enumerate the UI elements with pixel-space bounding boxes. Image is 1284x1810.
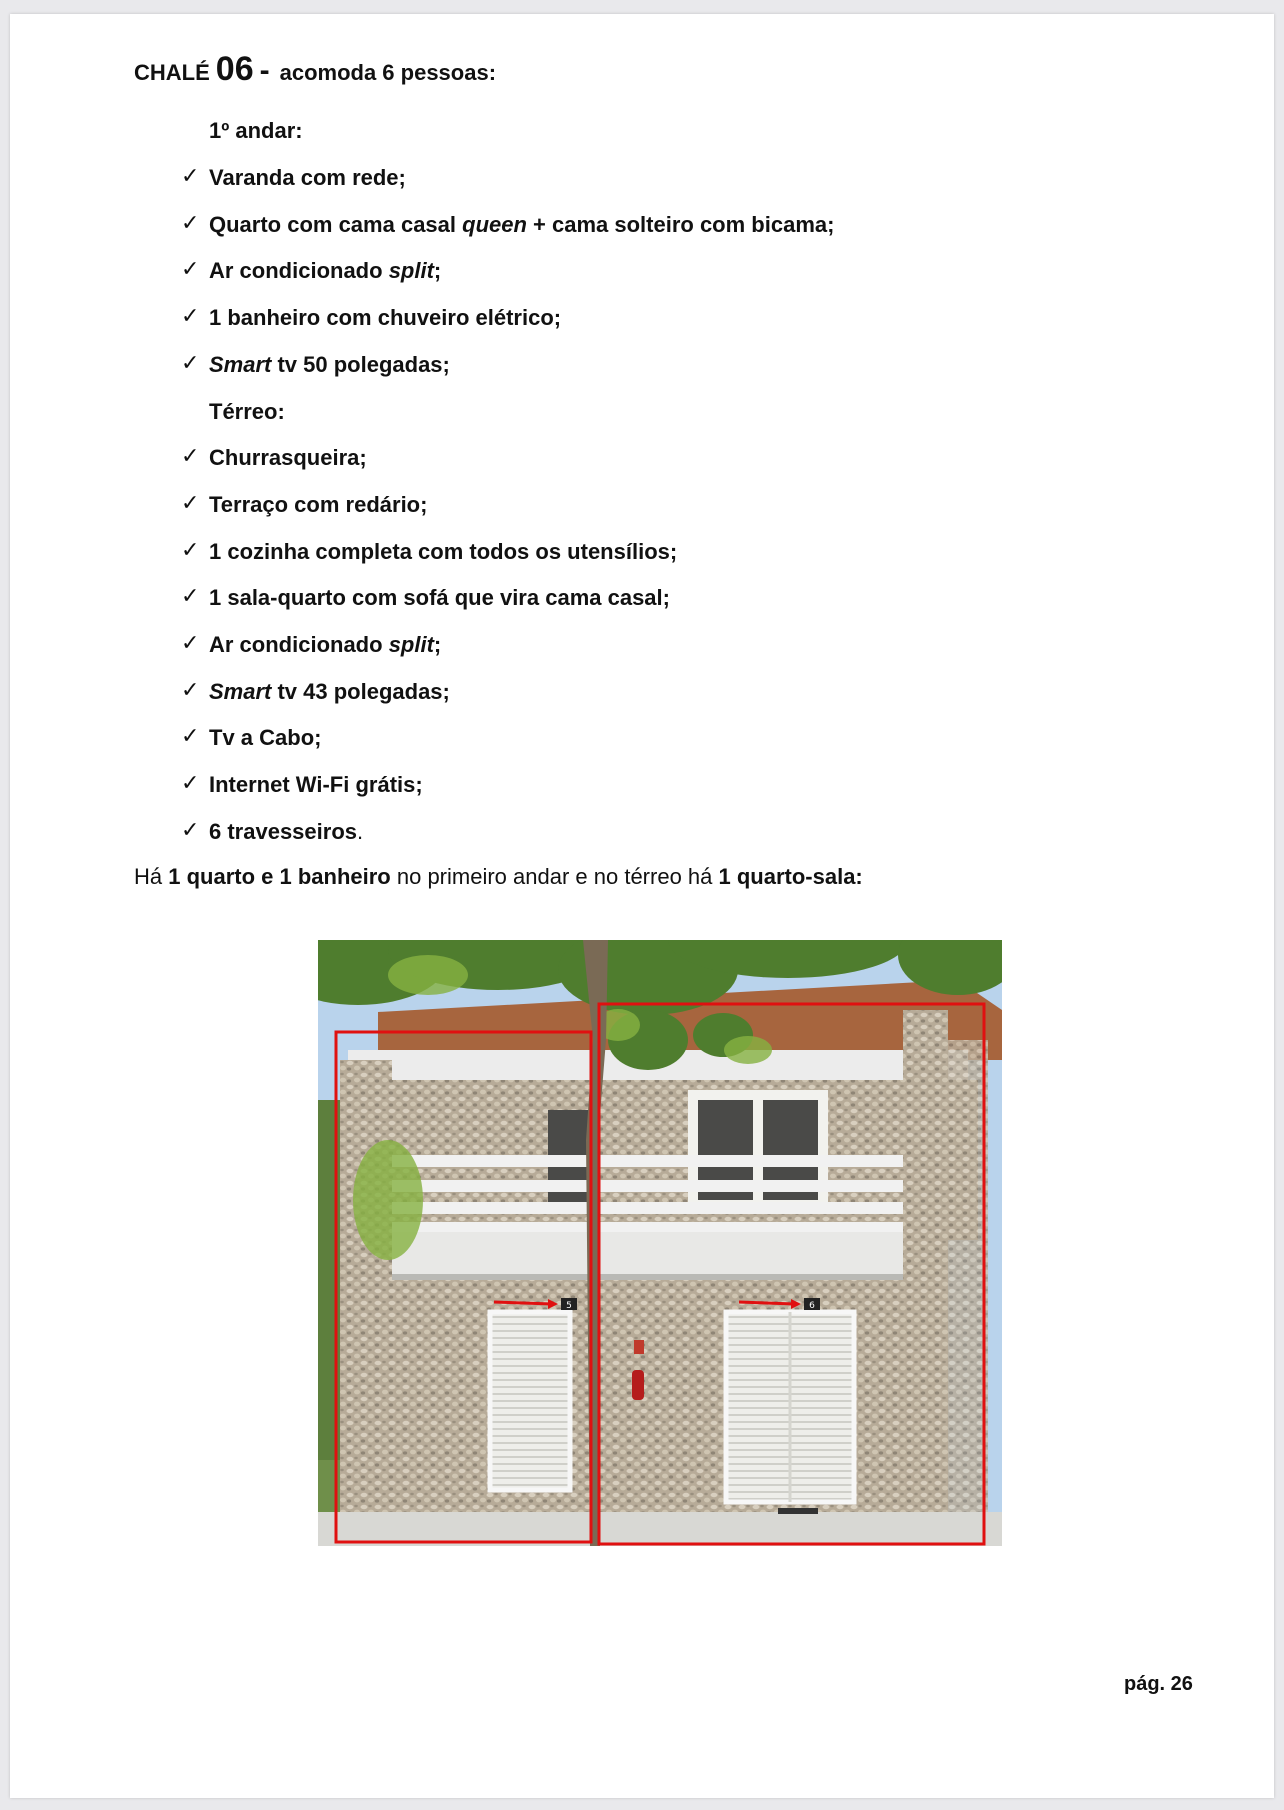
check-icon: ✓: [181, 257, 200, 282]
check-icon: ✓: [181, 771, 200, 796]
list-item: ✓ 1 sala-quarto com sofá que vira cama casal;: [181, 584, 670, 610]
list-item: ✓ Ar condicionado split ;: [181, 631, 442, 657]
door-number-6: 6: [809, 1301, 815, 1311]
list-item: ✓ Smart tv 50 polegadas;: [181, 351, 450, 377]
check-icon: ✓: [181, 538, 200, 563]
title-prefix: CHALÉ: [134, 60, 210, 85]
list-item: ✓ 6 travesseiros .: [181, 818, 364, 844]
check-icon: ✓: [181, 351, 200, 376]
list-item: ✓ Quarto com cama casal queen + cama solteiro com bicama;: [181, 211, 835, 237]
check-icon: ✓: [181, 444, 200, 469]
list-item: ✓ Churrasqueira;: [181, 444, 367, 470]
list-item: ✓ Smart tv 43 polegadas;: [181, 678, 450, 704]
title-number: 06: [215, 50, 254, 88]
list-item: ✓ Terraço com redário;: [181, 491, 428, 517]
list-item: ✓ Internet Wi-Fi grátis;: [181, 771, 423, 797]
title-dash: -: [259, 54, 270, 87]
summary-paragraph: Há 1 quarto e 1 banheiro no primeiro andar e no térreo há 1 quarto-sala:: [134, 864, 863, 889]
section-label-ground-floor: Térreo:: [209, 399, 285, 424]
door-number-5: 5: [566, 1301, 572, 1311]
check-icon: ✓: [181, 164, 200, 189]
check-icon: ✓: [181, 818, 200, 843]
list-item: ✓ 1 cozinha completa com todos os utensílios;: [181, 538, 678, 564]
check-icon: ✓: [181, 491, 200, 516]
check-icon: ✓: [181, 724, 200, 749]
check-icon: ✓: [181, 304, 200, 329]
check-icon: ✓: [181, 678, 200, 703]
page-number: pág. 26: [1124, 1673, 1193, 1695]
list-item: ✓ Varanda com rede;: [181, 164, 406, 190]
list-item: ✓ 1 banheiro com chuveiro elétrico;: [181, 304, 562, 330]
page-title: [134, 50, 496, 89]
list-item: ✓ Tv a Cabo;: [181, 724, 322, 750]
chalet-photo: [318, 940, 1002, 1546]
check-icon: ✓: [181, 631, 200, 656]
check-icon: ✓: [181, 584, 200, 609]
list-item: ✓ Ar condicionado split ;: [181, 257, 442, 283]
title-suffix: acomoda 6 pessoas:: [279, 60, 497, 85]
check-icon: ✓: [181, 211, 200, 236]
section-label-first-floor: 1º andar:: [209, 118, 303, 143]
